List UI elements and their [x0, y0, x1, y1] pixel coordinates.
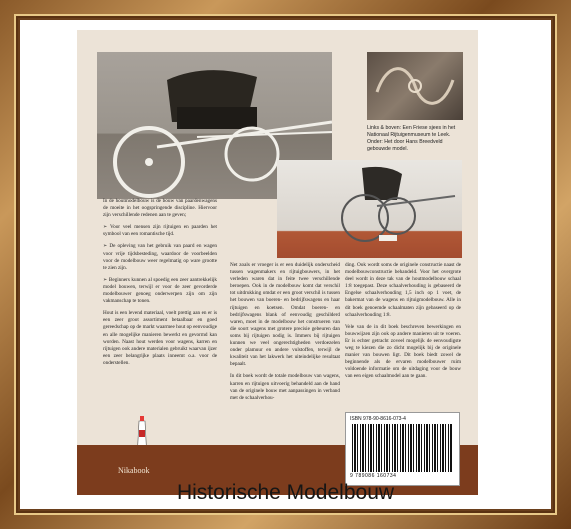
- photo-caption: Links & boven: Een Friese sjees in het Nationaal Rijtuigenmuseum te Leek. Onder: Het door Hans Breedveld gebouwde model.: [367, 125, 456, 152]
- column2-paragraph-1: Net zoals er vroeger is er een duidelijk onderscheid tussen wagenmakers en rijtuigbouwers, in het verleden waren dat in feite twee verschillende beroepen. Ook in de modelbouw komt dat verschil tot uitdrukking omdat er een groot verschil is tussen het bouwen van boeren- en bedrijfswagens en haar rijtuigen en koetsen. Omdat boeren- en bedrijfswagens blank of eenvoudig geschilderd waren, moet in de modelbouw het construeren van die soort wagens met grotere precisie gebeuren dan soms bij rijtuigen nodig is. Immers bij rijtuigen kunnen we veel ongerechtigheden verdoezelen onder plamuur en andere vulstoffen, terwijl de kwaliteit van het lakwerk het uiteindelijke resultaat bepaalt.: [230, 262, 340, 368]
- ornament-scroll-shape: [377, 69, 453, 104]
- materials-paragraph: Hout is een levend materiaal, voelt prettig aan en er is een zeer groot assortiment betaalbaar en goed gereedschap op de markt waarmee hout op eenvoudige en alle mogelijke manieren bewerkt en gevormd kan worden. Naast hout werden voor wagens, karren en rijtuigen ook andere materialen gebruikt waarvan ijzer een zeer belangrijke plaats inneemt o.a. voor de onderstellen.: [103, 310, 217, 366]
- lighthouse-band-1-shape: [139, 430, 145, 437]
- publisher-name: Nikabook: [118, 466, 150, 475]
- arrow-bullet-icon: ➢: [103, 276, 109, 283]
- book-back-cover: [77, 30, 478, 495]
- bullet-text-1: Voor veel mensen zijn rijtuigen en paarden het symbool van een romantische tijd.: [103, 224, 217, 238]
- column3-paragraph-2: Vele van de in dit boek beschreven bewerkingen en bouwwijzen zijn ook op andere manieren uit te voeren. Er is echter getracht zoveel mogelijk de eenvoudigste weg te kiezen die zo dicht mogelijk bij de originele manier van bouwen ligt. Dit boek biedt zowel de beginnende als de ervaren modelbouwer ruim voldoende informatie om de uitdaging voor de bouw van een eigen schaalmodel aan te gaan.: [345, 323, 461, 380]
- isbn-text: ISBN 978-90-8616-073-4: [350, 416, 406, 422]
- carriage-body-shape: [177, 107, 257, 129]
- intro-paragraph: In de houtmodelbouw is de bouw van paardenwagens de moeite in het oogspringende discipline. Hiervoor zijn verschillende redenen aan te geven;: [103, 198, 217, 219]
- barcode-bars: [352, 424, 452, 472]
- model-left-wheel-shape: [342, 195, 388, 241]
- arrow-bullet-icon: ➢: [103, 224, 111, 231]
- column2-paragraph-2: In dit boek wordt de totale modelbouw van wagens, karren en rijtuigen uitvoerig behandeld aan de hand van de originele bouw met aanpassingen in verband met de schaalverhou-: [230, 373, 340, 401]
- column3-paragraph-1: ding. Ook wordt soms de originele constructie naast de modelbouwconstructie behandeld. Voor het overgrote deel wordt in deze tak van de houtmodelbouw schaal 1:8 toegepast. Deze schaalverhouding is gebaseerd de Engelse schaalverhouding 1,5 inch op 1 voet, de bakermat van de wagens en rijtuigmodelbouw. Alle in dit boek genoemde schaalmaten zijn gebaseerd op de schaalverhouding 1:8.: [345, 262, 461, 318]
- text-column-3: [345, 262, 461, 386]
- model-illustration: [277, 160, 462, 258]
- bullet-item-1: [103, 224, 217, 238]
- barcode-panel: [345, 412, 460, 486]
- footer-title: Historische Modelbouw: [176, 481, 395, 504]
- text-column-2: [230, 262, 340, 407]
- model-photo: [277, 160, 462, 258]
- bullet-text-2: De opleving van het gebruik van paard en wagen voor vrije tijdsbesteding, waardoor de voorbeelden voor de modelbouw weer regelmatig op ware grootte te zien zijn.: [103, 243, 217, 271]
- carved-detail-photo: [367, 52, 463, 120]
- barcode-digits: 9 789086 160734: [350, 473, 397, 479]
- ornament-illustration: [367, 52, 463, 120]
- bullet-item-2: [103, 243, 217, 271]
- bullet-text-3: Beginners kunnen al spoedig een zeer aantrekkelijk model bouwen, terwijl er voor de zeer gevorderde modelbouwer genoeg onderwerpen zijn om zijn vakmanschap te tonen.: [103, 276, 217, 305]
- model-nameplate-shape: [379, 235, 397, 241]
- bullet-item-3: [103, 277, 217, 305]
- arrow-bullet-icon: ➢: [103, 243, 110, 250]
- lighthouse-lamp-shape: [140, 416, 144, 421]
- text-column-1: [103, 198, 217, 372]
- left-hub-shape: [145, 158, 153, 166]
